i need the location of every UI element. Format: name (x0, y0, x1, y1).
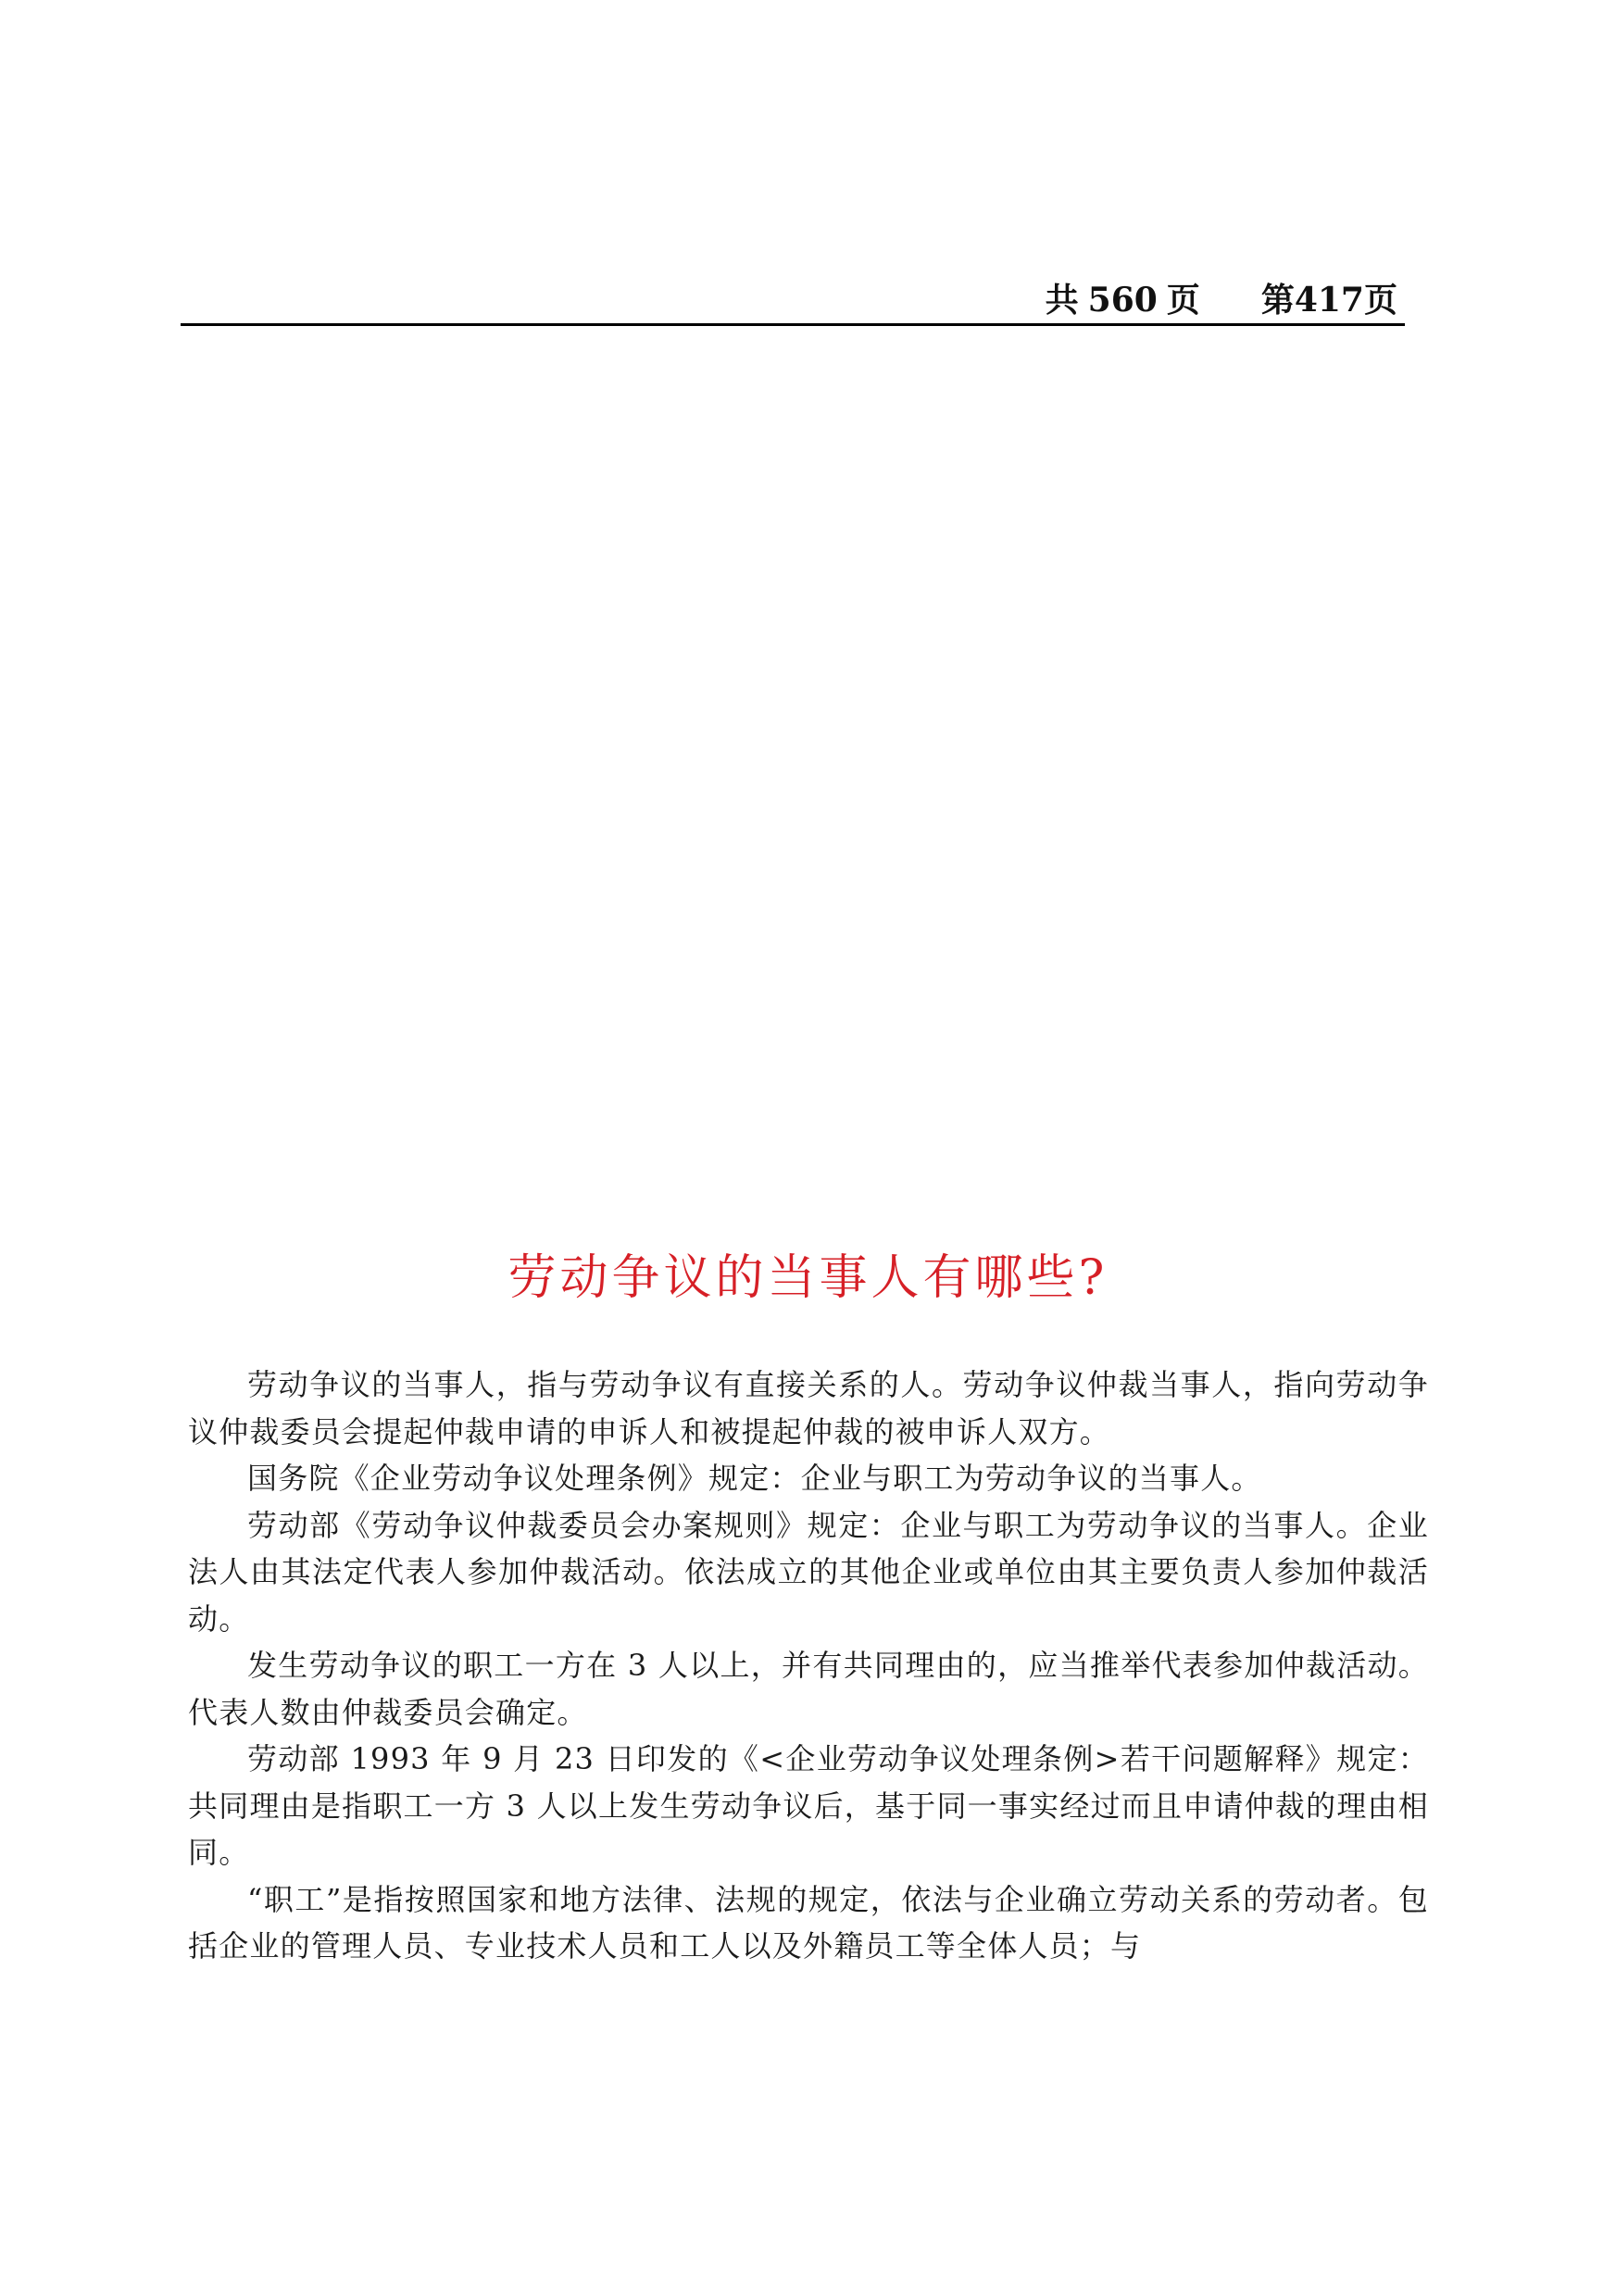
page-counter (1046, 282, 1397, 319)
paragraph: 国务院《企业劳动争议处理条例》规定：企业与职工为劳动争议的当事人。 (247, 1461, 1262, 1496)
current-page-prefix: 第 (1260, 281, 1295, 320)
paragraph: 发生劳动争议的职工一方在 3 人以上，并有共同理由的，应当推举代表参加仲裁活动。代表人数由仲裁委员会确定。 (188, 1648, 1429, 1730)
paragraph: 劳动部 1993 年 9 月 23 日印发的《<企业劳动争议处理条例>若干问题解释》规定：共同理由是指职工一方 3 人以上发生劳动争议后，基于同一事实经过而且申请仲裁的理由相同。 (188, 1741, 1429, 1870)
article-body (188, 1361, 1429, 1970)
paragraph: “职工”是指按照国家和地方法律、法规的规定，依法与企业确立劳动关系的劳动者。包括企业的管理人员、专业技术人员和工人以及外籍员工等全体人员；与 (188, 1881, 1429, 1964)
total-pages-suffix: 页 (1166, 281, 1200, 320)
paragraph: 劳动部《劳动争议仲裁委员会办案规则》规定：企业与职工为劳动争议的当事人。企业法人由其法定代表人参加仲裁活动。依法成立的其他企业或单位由其主要负责人参加仲裁活动。 (188, 1507, 1429, 1637)
page-header (181, 278, 1405, 326)
article-title: 劳动争议的当事人有哪些? (507, 1250, 1109, 1306)
total-pages-prefix: 共 (1045, 281, 1079, 320)
total-pages-number: 560 (1087, 281, 1158, 320)
current-page-suffix: 页 (1363, 281, 1397, 320)
paragraph: 劳动争议的当事人，指与劳动争议有直接关系的人。劳动争议仲裁当事人，指向劳动争议仲裁委员会提起仲裁申请的申诉人和被提起仲裁的被申诉人双方。 (188, 1367, 1429, 1449)
current-page-number: 417 (1294, 281, 1364, 320)
